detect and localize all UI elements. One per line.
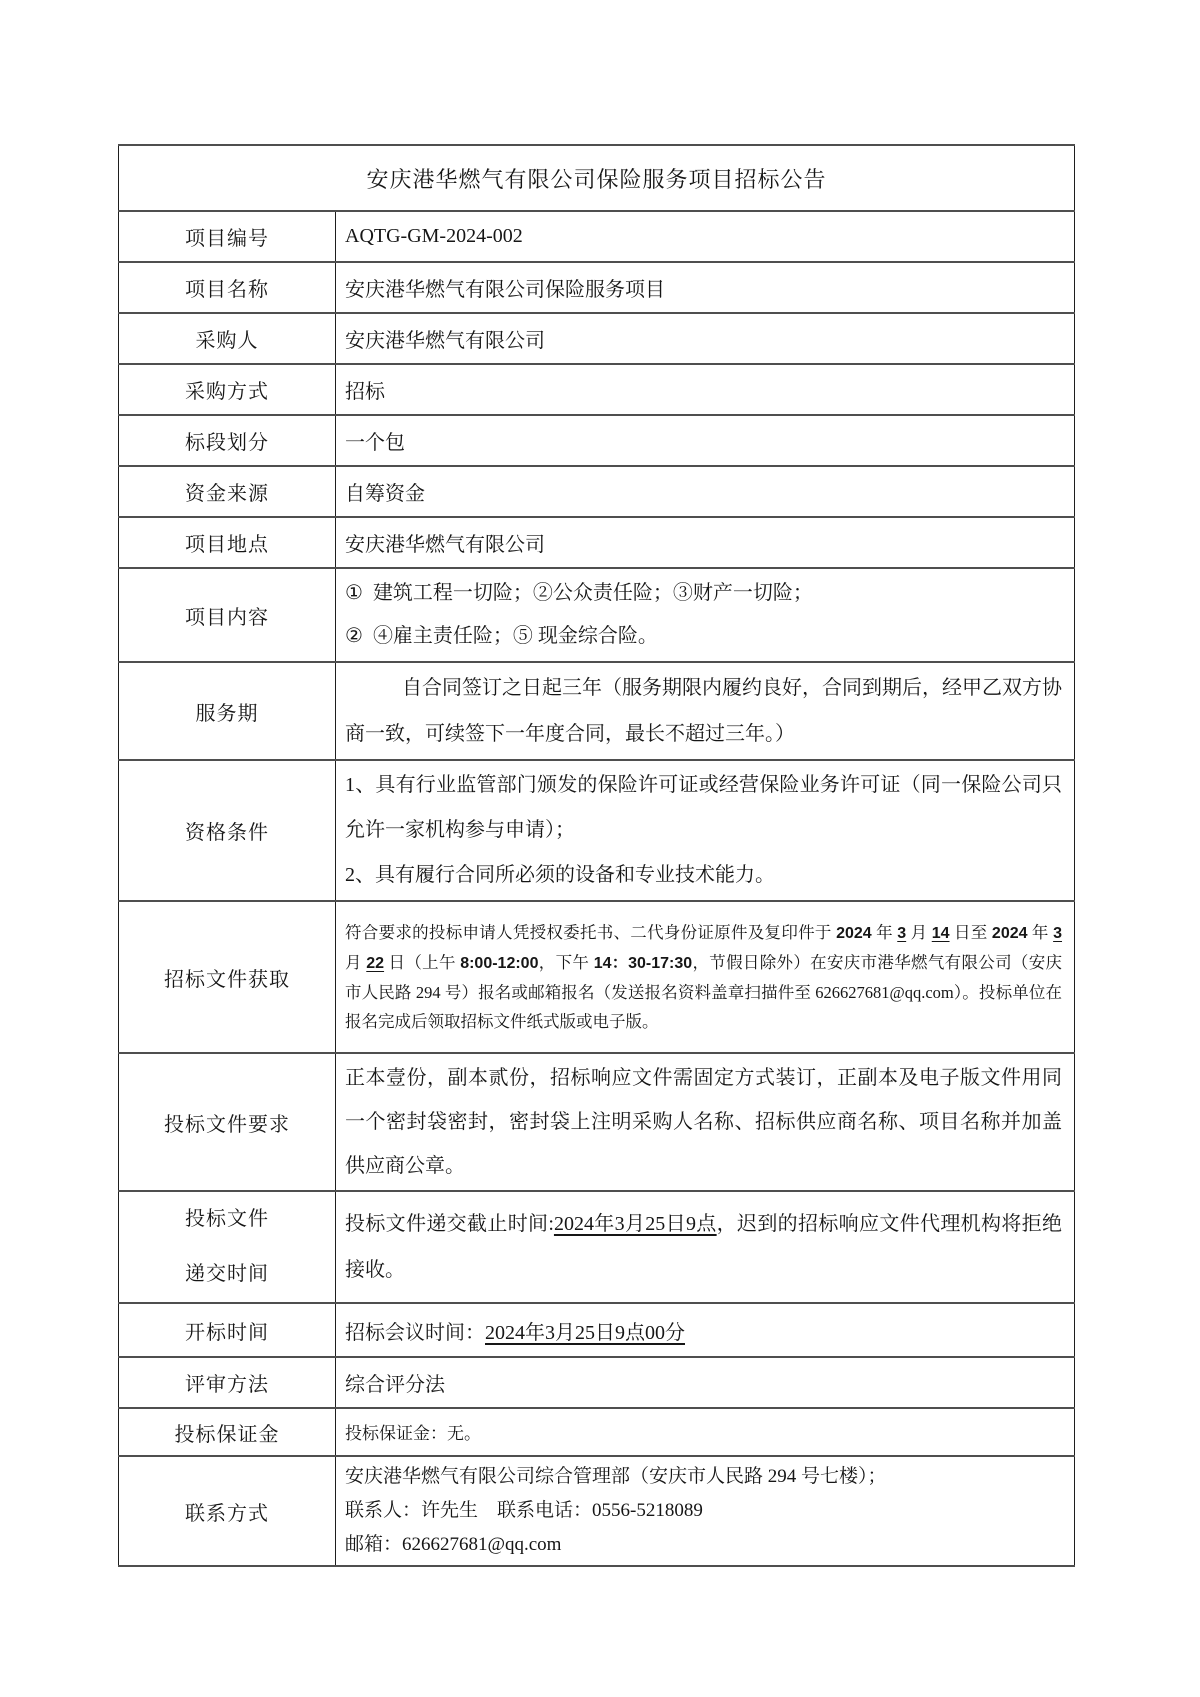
table-row [119,517,1075,568]
opening-prefix: 招标会议时间： [345,1321,485,1344]
row-value-method: 招标 [336,364,1075,415]
table-row [119,760,1075,901]
row-label-evaluation: 评审方法 [119,1357,336,1408]
list-number-marker: ② [345,625,363,647]
row-label-project-no: 项目编号 [119,211,336,262]
row-value-funding: 自筹资金 [336,466,1075,517]
row-label-bid-doc-req: 投标文件要求 [119,1053,336,1191]
qualification-item: 2、具有履行合同所必须的设备和专业技术能力。 [345,864,775,886]
row-value-project-no: AQTG-GM-2024-002 [336,211,1075,262]
row-value-project-name: 安庆港华燃气有限公司保险服务项目 [336,262,1075,313]
acquisition-segment: 3 [1053,925,1063,942]
table-row [119,662,1075,760]
opening-time: 2024年3月25日9点00分 [485,1321,685,1344]
contact-email-line: 邮箱：626627681@qq.com [345,1534,562,1555]
acquisition-segment: 8:00-12:00 [460,955,539,972]
row-label-method: 采购方式 [119,364,336,415]
row-value-contact [336,1456,1075,1566]
row-value-location: 安庆港华燃气有限公司 [336,517,1075,568]
row-value-submission [336,1191,1075,1303]
table-row [119,466,1075,517]
acquisition-segment: 2024 [991,925,1028,942]
acquisition-segment: 月 [906,923,932,942]
table-row [119,262,1075,313]
table-row [119,313,1075,364]
row-value-lots: 一个包 [336,415,1075,466]
acquisition-segment: 14 [931,925,950,942]
row-label-deposit: 投标保证金 [119,1408,336,1456]
table-row [119,1303,1075,1357]
table-row [119,1053,1075,1191]
row-value-bid-doc-req [336,1053,1075,1191]
row-value-service-period [336,662,1075,760]
acquisition-segment: 22 [366,955,385,972]
row-value-qualification [336,760,1075,901]
acquisition-segment: 年 [871,923,898,942]
content-item-text: ④雇主责任险；⑤ 现金综合险。 [372,625,658,647]
row-label-qualification: 资格条件 [119,760,336,901]
table-row [119,568,1075,662]
submission-label-line2: 递交时间 [185,1263,269,1285]
row-value-purchaser: 安庆港华燃气有限公司 [336,313,1075,364]
acquisition-segment: 日（上午 [384,953,461,972]
tender-announcement-table [118,144,1075,1567]
deposit-text: 投标保证金：无。 [345,1424,481,1443]
content-item-text: 建筑工程一切险；②公众责任险；③财产一切险； [372,582,813,604]
submission-text [345,1201,1062,1293]
acquisition-segment: 2024 [836,925,872,942]
row-value-evaluation: 综合评分法 [336,1357,1075,1408]
contact-person-line: 联系人：许先生 联系电话：0556-5218089 [345,1500,703,1521]
acquisition-segment: 3 [897,925,907,942]
list-number-marker: ① [345,582,363,604]
table-row [119,364,1075,415]
row-value-opening [336,1303,1075,1357]
content-item [345,572,1062,615]
table-row [119,901,1075,1053]
table-row [119,1408,1075,1456]
submission-prefix: 投标文件递交截止时间: [345,1213,554,1235]
submission-label-line1: 投标文件 [185,1208,269,1230]
acquisition-segment: ，节假日除外）在安庆市港华燃气有限公司（安庆市人民路 294 号）报名或邮箱报名（发送报名资料盖章扫描件至 626627681@qq.com）。投标单位在报名完成后领取招标文件纸式版或电子版。 [345,953,1063,1031]
row-label-purchaser: 采购人 [119,313,336,364]
acquisition-segment: 年 [1027,923,1054,942]
acquisition-segment: 符合要求的投标申请人凭授权委托书、二代身份证原件及复印件于 [345,923,837,942]
row-label-submission [119,1191,336,1303]
qualification-item: 1、具有行业监管部门颁发的保险许可证或经营保险业务许可证（同一保险公司只允许一家机构参与申请）； [345,774,1063,841]
bid-doc-req-text: 正本壹份，副本贰份，招标响应文件需固定方式装订，正副本及电子版文件用同一个密封袋密封，密封袋上注明采购人名称、招标供应商名称、项目名称并加盖供应商公章。 [345,1067,1063,1177]
table-row [119,145,1075,211]
table-row [119,415,1075,466]
row-label-project-name: 项目名称 [119,262,336,313]
submission-deadline: 2024年3月25日9点 [553,1213,717,1235]
row-value-content [336,568,1075,662]
row-value-acquisition [336,901,1075,1053]
service-period-text: 自合同签订之日起三年（服务期限内履约良好，合同到期后，经甲乙双方协商一致，可续签下一年度合同，最长不超过三年。） [345,677,1063,745]
row-value-deposit [336,1408,1075,1456]
contact-address-line: 安庆港华燃气有限公司综合管理部（安庆市人民路 294 号七楼）； [345,1466,887,1487]
row-label-location: 项目地点 [119,517,336,568]
row-label-opening: 开标时间 [119,1303,336,1357]
acquisition-segment: ，下午 [538,953,594,972]
table-row [119,211,1075,262]
row-label-acquisition: 招标文件获取 [119,901,336,1053]
document-title: 安庆港华燃气有限公司保险服务项目招标公告 [119,145,1075,211]
row-label-lots: 标段划分 [119,415,336,466]
table-row [119,1456,1075,1566]
table-row [119,1357,1075,1408]
acquisition-segment: 日至 [949,923,992,942]
acquisition-segment: 月 [345,953,367,972]
submission-suffix: ，迟到的招标响应文件代理机构将拒绝接收。 [345,1213,1063,1281]
acquisition-text [345,918,1062,1036]
row-label-contact: 联系方式 [119,1456,336,1566]
acquisition-segment: 14：30-17:30 [593,955,693,972]
row-label-funding: 资金来源 [119,466,336,517]
table-row [119,1191,1075,1303]
content-item [345,615,1062,658]
row-label-content: 项目内容 [119,568,336,662]
row-label-service-period: 服务期 [119,662,336,760]
